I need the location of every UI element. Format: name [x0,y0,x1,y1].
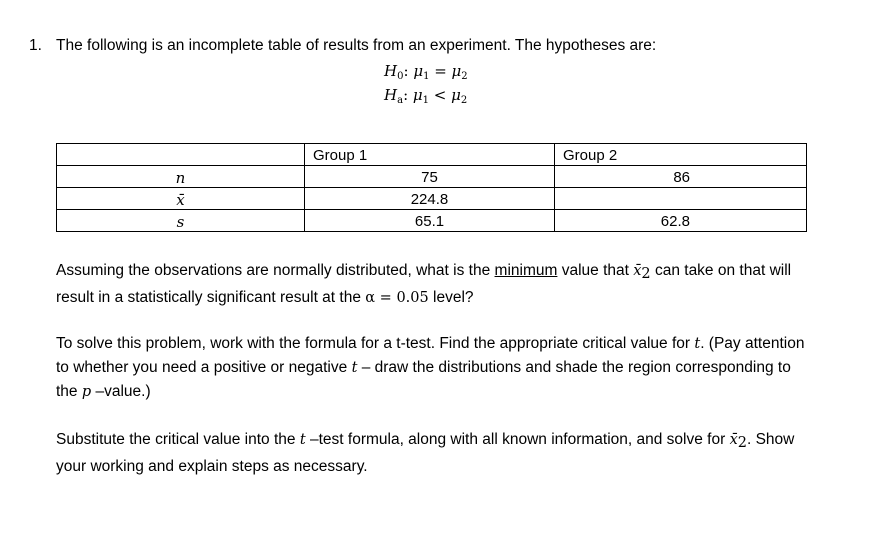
results-table [56,143,807,232]
alt-h-symbol: H [384,86,398,104]
p2-text-a: To solve this problem, work with the formula for a t-test. Find the appropriate critical value for [56,335,695,352]
null-relation: = [429,62,452,80]
p1-xbar-symbol: x̄ [633,263,642,279]
p1-text-c: can take on that will result in a statistically significant result at the [56,262,792,306]
paragraph-substitute [56,428,816,479]
row-symbol-n: n [57,166,305,188]
p3-text-b: –test formula, along with all known information, and solve for [305,431,730,448]
p2-text-d: –value.) [91,383,151,400]
alternative-hypothesis [384,85,467,111]
cell-s-group-2: 62.8 [555,210,807,232]
cell-s-group-1: 65.1 [305,210,555,232]
p2-text-b: . (Pay attention to whether you need a positive or negative [56,335,805,376]
cell-n-group-2: 86 [555,166,807,188]
p1-alpha: α = 0.05 [365,290,429,306]
alt-relation: < [429,86,452,104]
p3-t-symbol: t [299,432,306,448]
alt-rhs: μ [451,86,461,104]
null-lhs: μ [413,62,424,80]
p1-text-b: value that [557,262,634,279]
alt-h-sub: a [397,95,404,106]
table-row [57,210,807,232]
row-symbol-xbar: x̄ [57,188,305,210]
p3-xbar-sub: 2 [737,435,747,451]
cell-xbar-group-2 [555,188,807,210]
question-intro: The following is an incomplete table of results from an experiment. The hypotheses are: [56,37,657,54]
table-header-row [57,144,807,166]
null-hypothesis [384,61,468,87]
header-empty [57,144,305,166]
paragraph-instructions [56,332,816,404]
table-row [57,166,807,188]
p1-underlined-minimum: minimum [494,262,558,279]
p3-text-c: . Show your working and explain steps as necessary. [56,431,795,475]
p1-xbar-sub: 2 [641,266,651,282]
p2-t-symbol-2: t [351,360,358,376]
alt-colon: : [403,86,409,104]
p3-xbar-symbol: x̄ [729,432,738,448]
row-symbol-s: s [57,210,305,232]
null-h-symbol: H [384,62,398,80]
header-group-1: Group 1 [305,144,555,166]
null-lhs-sub: 1 [423,71,430,82]
null-colon: : [403,62,409,80]
alt-lhs-sub: 1 [422,95,430,106]
table-row [57,188,807,210]
p1-text-a: Assuming the observations are normally distributed, what is the [56,262,495,279]
cell-xbar-group-1: 224.8 [305,188,555,210]
paragraph-question [56,259,816,310]
p1-text-d: level? [428,289,474,306]
p2-t-symbol: t [694,336,701,352]
cell-n-group-1: 75 [305,166,555,188]
alt-rhs-sub: 2 [460,95,468,106]
p3-text-a: Substitute the critical value into the [56,431,300,448]
header-group-2: Group 2 [555,144,807,166]
null-rhs-sub: 2 [461,71,468,82]
null-rhs: μ [451,62,462,80]
p2-text-c: – draw the distributions and shade the region corresponding to the [56,359,791,400]
p2-p-symbol: p [81,384,92,400]
null-h-sub: 0 [397,71,404,82]
question-number: 1. [29,37,42,54]
alt-lhs: μ [412,86,423,104]
